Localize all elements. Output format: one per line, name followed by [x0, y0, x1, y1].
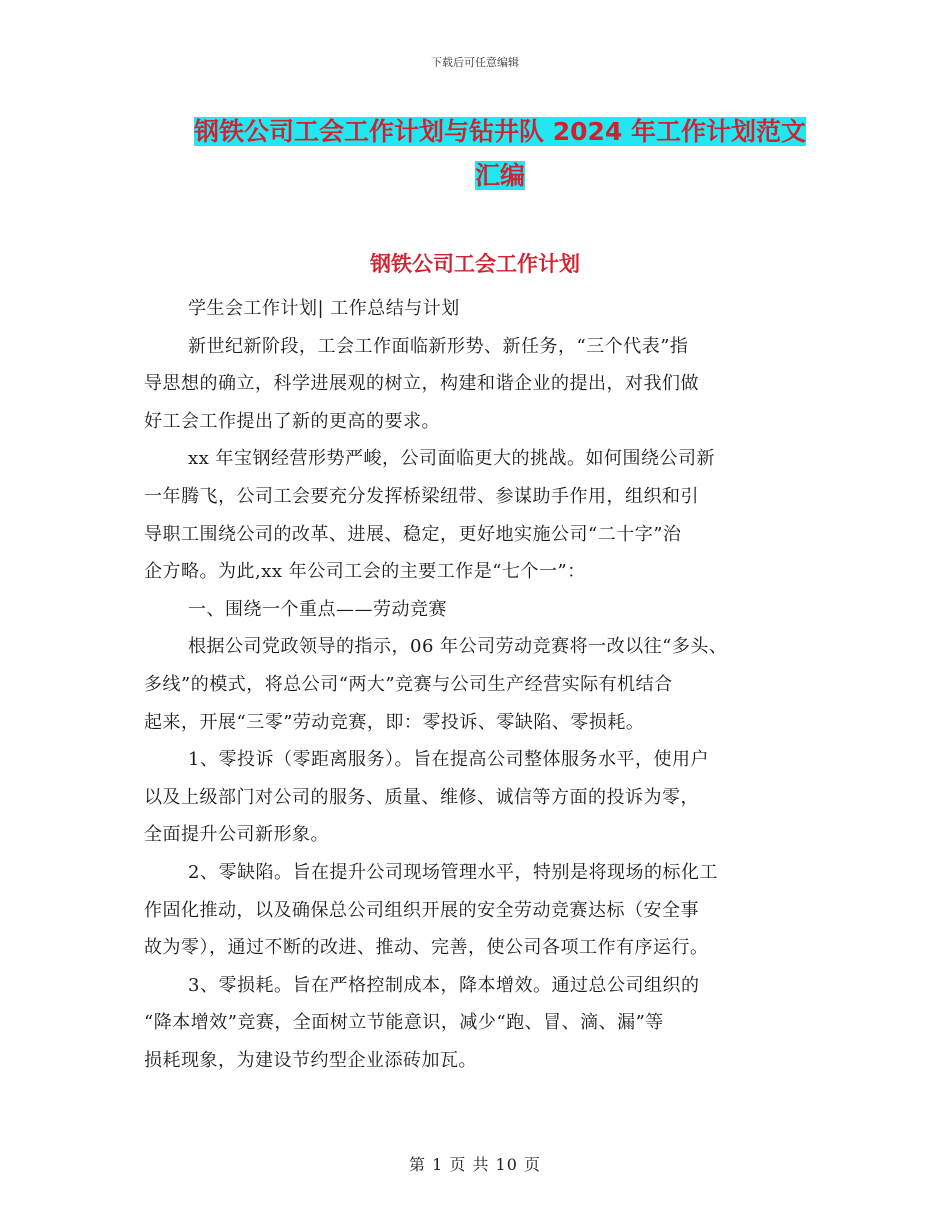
text-line: 以及上级部门对公司的服务、质量、维修、诚信等方面的投诉为零， [144, 786, 699, 808]
text-line: 起来，开展“三零”劳动竞赛，即：零投诉、零缺陷、零损耗。 [144, 711, 645, 733]
document-title-line-2: 汇编 [474, 161, 525, 190]
text-line: 1、零投诉（零距离服务）。旨在提高公司整体服务水平，使用户 [188, 749, 709, 771]
text-line: 故为零），通过不断的改进、推动、完善，使公司各项工作有序运行。 [144, 937, 709, 959]
text-line: 损耗现象，为建设节约型企业添砖加瓦。 [144, 1049, 477, 1071]
text-line: 2、零缺陷。旨在提升公司现场管理水平，特别是将现场的标化工 [188, 861, 718, 883]
text-line: 新世纪新阶段，工会工作面临新形势、新任务，“三个代表”指 [188, 335, 689, 357]
text-line: 导职工围绕公司的改革、进展、稳定，更好地实施公司“二十字”治 [144, 523, 682, 545]
text-line: 作固化推动，以及确保总公司组织开展的安全劳动竞赛达标（安全事 [144, 899, 699, 921]
text-line: 企方略。为此,xx 年公司工会的主要工作是“七个一”： [144, 561, 586, 583]
text-line: 多线”的模式，将总公司“两大”竞赛与公司生产经营实际有机结合 [144, 673, 673, 695]
text-line: 全面提升公司新形象。 [144, 824, 329, 846]
text-line: 一、围绕一个重点——劳动竞赛 [188, 598, 447, 620]
text-line: 3、零损耗。旨在严格控制成本，降本增效。通过总公司组织的 [188, 974, 700, 996]
header-note: 下载后可任意编辑 [431, 56, 519, 69]
text-line: 好工会工作提出了新的更高的要求。 [144, 410, 440, 432]
text-line: “降本增效”竞赛，全面树立节能意识，减少“跑、冒、滴、漏”等 [144, 1012, 664, 1034]
body-text [144, 290, 814, 1079]
document-title-line-1: 钢铁公司工会工作计划与钻井队 2024 年工作计划范文 [194, 117, 806, 146]
text-line: 学生会工作计划| 工作总结与计划 [188, 298, 460, 319]
document-title [180, 110, 820, 198]
text-line: xx 年宝钢经营形势严峻，公司面临更大的挑战。如何围绕公司新 [188, 448, 716, 470]
text-line: 根据公司党政领导的指示，06 年公司劳动竞赛将一改以往“多头、 [188, 636, 728, 658]
text-line: 一年腾飞，公司工会要充分发挥桥梁纽带、参谋助手作用，组织和引 [144, 485, 699, 507]
section-title: 钢铁公司工会工作计划 [370, 252, 580, 276]
page-footer: 第 1 页 共 10 页 [409, 1155, 541, 1174]
text-line: 导思想的确立，科学进展观的树立，构建和谐企业的提出，对我们做 [144, 373, 699, 395]
